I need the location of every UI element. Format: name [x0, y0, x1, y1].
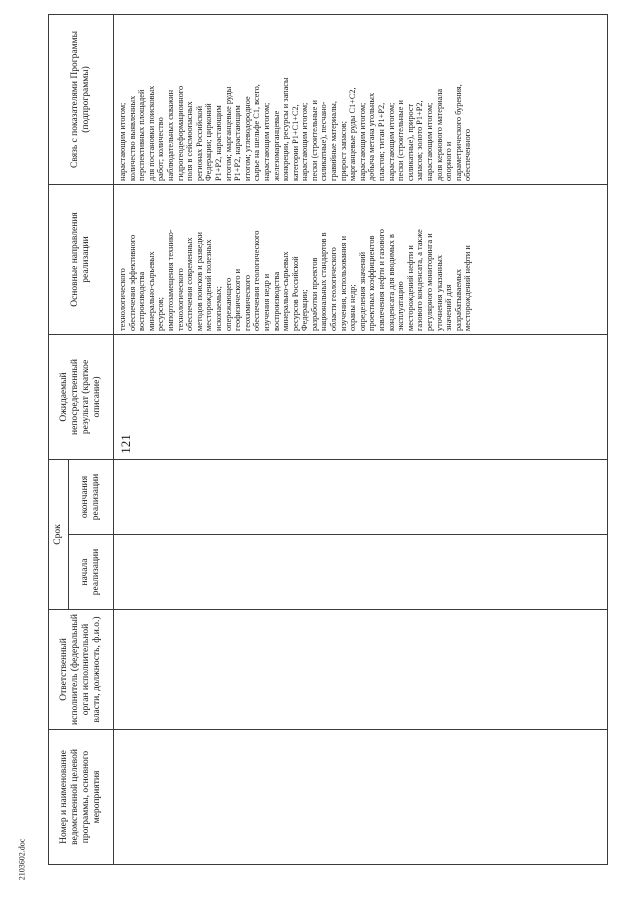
- directions-line: разработки проектов: [309, 257, 319, 331]
- indicators-line: гидрогеодеформационного: [175, 85, 185, 181]
- cell-indicators: [114, 14, 608, 184]
- cell-result: [114, 334, 608, 459]
- directions-line: методов поисков и разведки: [194, 232, 204, 331]
- directions-line: воспроизводства: [271, 271, 281, 331]
- directions-line: разрабатываемых: [453, 269, 463, 331]
- rotated-page-content: [48, 15, 608, 865]
- indicators-line: количество выявленных: [127, 95, 137, 181]
- indicators-line: категории P1+C1+C2,: [290, 104, 300, 181]
- indicators-line: силикатные), прирост: [405, 103, 415, 181]
- page-number: 121: [118, 434, 133, 454]
- directions-line: изучения недр и: [261, 273, 271, 331]
- cell-directions: [114, 184, 608, 334]
- indicators-line: Федерации; цирконий: [204, 103, 214, 181]
- directions-line: минерально-сырьевых: [281, 251, 291, 331]
- indicators-line: марганцевые руды C1+C2,: [348, 87, 358, 181]
- directions-line: геофизического и: [233, 268, 243, 331]
- directions-line: значений для: [444, 284, 454, 331]
- cell-term-end: [114, 459, 608, 534]
- directions-line: охраны недр;: [348, 284, 358, 331]
- indicators-line: пластов; титан P1+P2,: [377, 102, 387, 181]
- indicators-line: гравийные материалы,: [329, 101, 339, 181]
- indicators-line: пески (строительные и: [396, 100, 406, 181]
- indicators-line: добыча метана угольных: [367, 92, 377, 181]
- directions-line: обеспечения эффективного: [127, 234, 137, 331]
- indicators-line: опорного и: [444, 141, 454, 181]
- indicators-line: работ; количество: [156, 117, 166, 181]
- indicators-line: силикатные), песчано-: [319, 101, 329, 181]
- directions-line: области геологического: [329, 247, 339, 331]
- indicators-line: итогом; марганцевые руды: [223, 86, 233, 181]
- directions-line: уточнения указанных: [434, 255, 444, 331]
- indicators-line: железомарганцевые: [271, 110, 281, 181]
- indicators-line: обеспеченного: [463, 129, 473, 181]
- directions-line: обеспечения геологического: [252, 230, 262, 331]
- indicators-line: нарастающим итогом;: [357, 102, 367, 181]
- directions-line: газового конденсата, а также: [415, 229, 425, 331]
- directions-line: изучения, использования и: [338, 235, 348, 331]
- directions-line: минерально-сырьевых: [146, 251, 156, 331]
- directions-line: ресурсов;: [156, 297, 166, 331]
- indicators-line: поля в сейсмоопасных: [185, 101, 195, 181]
- indicators-line: запасов; золото P1+P2,: [415, 100, 425, 181]
- indicators-line: нарастающим итогом;: [261, 102, 271, 181]
- directions-line: регулярного мониторинга и: [425, 233, 434, 331]
- indicators-line: нарастающим итогом;: [386, 102, 396, 181]
- indicators-line: нарастающим итогом;: [425, 102, 434, 181]
- directions-line: месторождений нефти и: [463, 245, 473, 331]
- directions-line: обеспечения современных: [185, 237, 195, 331]
- indicators-line: перспективных площадей: [137, 89, 147, 181]
- indicators-line: для постановки поисковых: [146, 85, 156, 181]
- directions-line: национальных стандартов в: [319, 232, 329, 331]
- indicators-line: регионах Российской: [194, 105, 204, 181]
- indicators-line: доля кернового материала: [434, 88, 444, 181]
- indicators-line: P1+P2, нарастающим: [233, 105, 243, 181]
- indicators-line: P1+P2, нарастающим: [213, 105, 223, 181]
- cell-term-start: [114, 535, 608, 610]
- directions-line: ресурсов Российской: [290, 256, 300, 331]
- directions-line: месторождений полезных: [204, 239, 214, 331]
- header-term-start: начала реализации: [69, 535, 114, 610]
- indicators-line: сырье на шельфе C1, всего,: [252, 84, 262, 181]
- indicators-line: нарастающим итогом;: [300, 102, 310, 181]
- directions-line: опережающего: [223, 277, 233, 331]
- header-number-name: Номер и наименование ведомственной целевой программы, основного мероприятия: [49, 730, 114, 865]
- indicators-line: пески (строительные и: [309, 100, 319, 181]
- directions-line: ископаемых;: [213, 286, 223, 331]
- directions-line: определения значений: [357, 251, 367, 331]
- header-directions: Основные направления реализации: [49, 184, 114, 334]
- indicators-line: нарастающим итогом;: [118, 102, 127, 181]
- header-result: Ожидаемый непосредственный результат (краткое описание): [49, 334, 114, 459]
- program-table: [48, 14, 608, 865]
- directions-line: эксплуатацию: [396, 281, 406, 331]
- header-term-end: окончания реализации: [69, 459, 114, 534]
- header-indicators: Связь с показателями Программы (подпрограммы): [49, 14, 114, 184]
- directions-line: технологического: [118, 268, 127, 331]
- directions-line: проектных коэффициентов: [367, 235, 377, 331]
- directions-line: импортозамещения технико-: [165, 229, 175, 331]
- directions-line: извлечения нефти и газового: [377, 229, 387, 331]
- indicators-line: конкреции, ресурсы и запасы: [281, 77, 291, 181]
- document-id: 2103602.doc: [17, 838, 27, 881]
- directions-line: месторождений нефти и: [405, 245, 415, 331]
- cell-executor: [114, 610, 608, 730]
- directions-line: Федерации;: [300, 289, 310, 331]
- cell-number-name: [114, 730, 608, 865]
- directions-line: геохимического: [242, 274, 252, 331]
- indicators-line: прирост запасов;: [338, 121, 348, 181]
- directions-line: воспроизводства: [137, 271, 147, 331]
- header-executor: Ответственный исполнитель (федеральный орган исполнительной власти, должность, ф.и.о.): [49, 610, 114, 730]
- header-term: Срок: [49, 459, 69, 609]
- directions-line: конденсата для вводимых в: [386, 234, 396, 331]
- directions-line: технологического: [175, 268, 185, 331]
- indicators-line: параметрического бурения,: [453, 84, 463, 181]
- indicators-line: наблюдательных скважин: [165, 89, 175, 181]
- indicators-line: итогом; углеводородное: [242, 96, 252, 181]
